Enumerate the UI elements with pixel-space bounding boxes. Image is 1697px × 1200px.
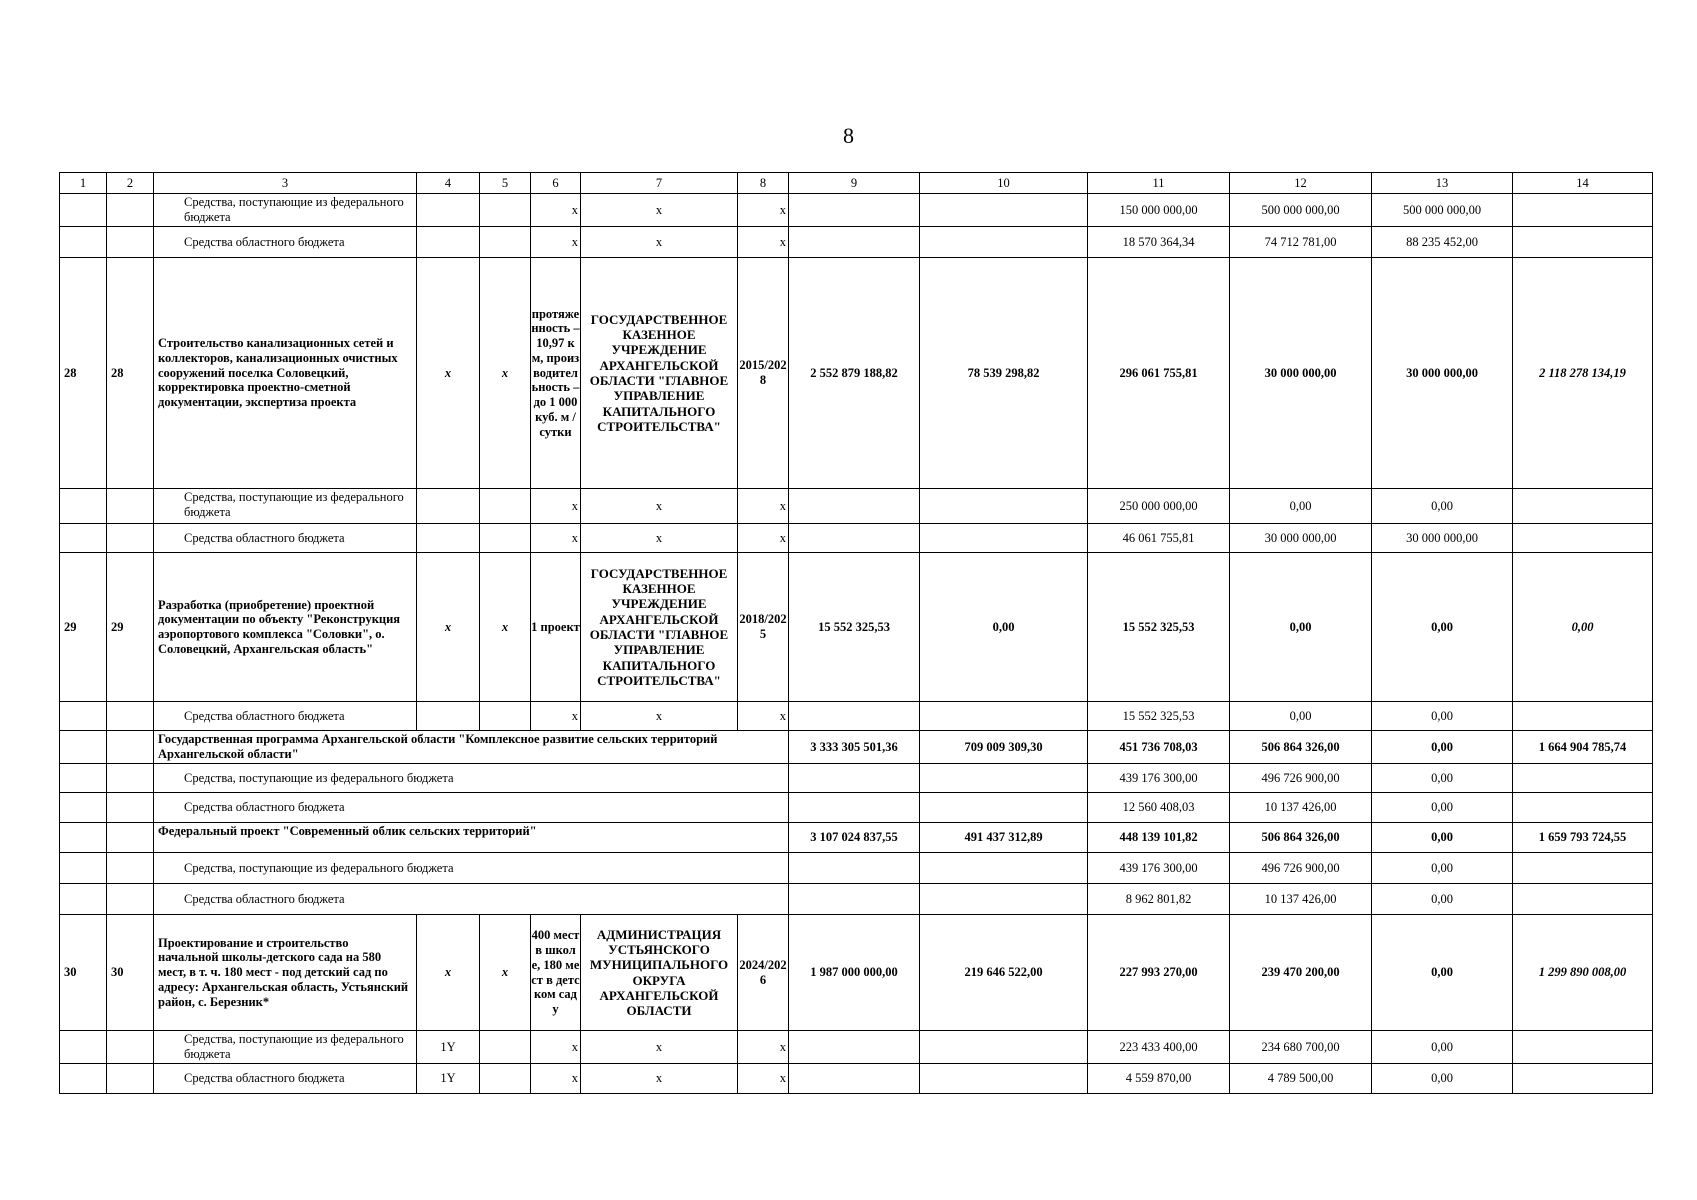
cell: х <box>738 702 789 731</box>
column-header: 6 <box>531 173 581 194</box>
cell <box>480 194 531 227</box>
cell <box>107 884 154 915</box>
cell: 3 333 305 501,36 <box>789 731 920 764</box>
row-number: 29 <box>60 553 107 702</box>
funding-source-label: Средства областного бюджета <box>154 702 417 731</box>
cell: 227 993 270,00 <box>1088 915 1230 1031</box>
table-row <box>60 853 1653 884</box>
program-total-row <box>60 731 1653 764</box>
funding-source-label: Средства областного бюджета <box>154 524 417 553</box>
cell: x <box>480 915 531 1031</box>
column-header: 1 <box>60 173 107 194</box>
cell: 0,00 <box>1372 702 1513 731</box>
cell <box>60 194 107 227</box>
period-cell: 2015/2028 <box>738 258 789 489</box>
cell <box>1513 524 1653 553</box>
cell <box>920 1031 1088 1064</box>
cell: 1 659 793 724,55 <box>1513 823 1653 853</box>
cell: 0,00 <box>1372 853 1513 884</box>
cell <box>789 853 920 884</box>
cell: 10 137 426,00 <box>1230 884 1372 915</box>
period-cell: 2018/2025 <box>738 553 789 702</box>
cell <box>920 793 1088 823</box>
cell <box>60 731 107 764</box>
cell: 0,00 <box>1372 1064 1513 1094</box>
cell: 30 000 000,00 <box>1372 524 1513 553</box>
cell <box>107 194 154 227</box>
cell <box>60 884 107 915</box>
cell: х <box>581 524 738 553</box>
cell: 296 061 755,81 <box>1088 258 1230 489</box>
cell: 239 470 200,00 <box>1230 915 1372 1031</box>
cell: 1Y <box>417 1031 480 1064</box>
cell: 4 789 500,00 <box>1230 1064 1372 1094</box>
cell <box>107 853 154 884</box>
column-header: 8 <box>738 173 789 194</box>
cell: х <box>738 489 789 524</box>
cell <box>1513 793 1653 823</box>
cell: 0,00 <box>920 553 1088 702</box>
cell: 18 570 364,34 <box>1088 227 1230 258</box>
cell <box>920 853 1088 884</box>
cell <box>1513 853 1653 884</box>
table-row <box>60 884 1653 915</box>
cell: 2 118 278 134,19 <box>1513 258 1653 489</box>
cell <box>920 764 1088 793</box>
funding-source-label: Средства областного бюджета <box>154 793 789 823</box>
program-name: Государственная программа Архангельской области "Комплексное развитие сельских территорий Архангельской области" <box>154 731 789 764</box>
cell <box>480 1031 531 1064</box>
cell <box>107 1031 154 1064</box>
cell: 439 176 300,00 <box>1088 853 1230 884</box>
cell: x <box>417 258 480 489</box>
customer-org: АДМИНИСТРАЦИЯ УСТЬЯНСКОГО МУНИЦИПАЛЬНОГО ОКРУГА АРХАНГЕЛЬСКОЙ ОБЛАСТИ <box>581 915 738 1031</box>
funding-source-label: Средства областного бюджета <box>154 1064 417 1094</box>
table-row <box>60 793 1653 823</box>
table-row <box>60 194 1653 227</box>
cell: 0,00 <box>1372 764 1513 793</box>
cell: 12 560 408,03 <box>1088 793 1230 823</box>
cell <box>480 524 531 553</box>
cell <box>60 793 107 823</box>
cell: 500 000 000,00 <box>1230 194 1372 227</box>
cell <box>480 227 531 258</box>
cell: 30 000 000,00 <box>1372 258 1513 489</box>
cell: х <box>531 227 581 258</box>
cell <box>1513 884 1653 915</box>
object-name: Проектирование и строительство начальной школы-детского сада на 580 мест, в т. ч. 180 мест - под детский сад по адресу: Архангельская область, Устьянский район, с. Березник* <box>154 915 417 1031</box>
table-row <box>60 915 1653 1031</box>
cell: х <box>531 194 581 227</box>
federal-project-name: Федеральный проект "Современный облик сельских территорий" <box>154 823 789 853</box>
cell <box>417 702 480 731</box>
cell: 15 552 325,53 <box>1088 553 1230 702</box>
column-header: 13 <box>1372 173 1513 194</box>
cell <box>417 194 480 227</box>
cell: х <box>581 227 738 258</box>
cell: х <box>581 489 738 524</box>
table-row <box>60 1064 1653 1094</box>
cell <box>60 702 107 731</box>
cell <box>60 853 107 884</box>
funding-source-label: Средства областного бюджета <box>154 227 417 258</box>
cell <box>1513 489 1653 524</box>
cell: 0,00 <box>1372 823 1513 853</box>
cell <box>107 1064 154 1094</box>
cell: 1 664 904 785,74 <box>1513 731 1653 764</box>
cell <box>480 1064 531 1094</box>
cell: х <box>531 489 581 524</box>
cell <box>1513 702 1653 731</box>
cell <box>789 227 920 258</box>
cell: 8 962 801,82 <box>1088 884 1230 915</box>
table-row <box>60 702 1653 731</box>
cell: 10 137 426,00 <box>1230 793 1372 823</box>
cell: 451 736 708,03 <box>1088 731 1230 764</box>
cell: х <box>581 1031 738 1064</box>
cell: 15 552 325,53 <box>1088 702 1230 731</box>
funding-source-label: Средства, поступающие из федерального бюджета <box>154 764 789 793</box>
cell <box>60 1064 107 1094</box>
cell: 0,00 <box>1230 553 1372 702</box>
cell: 15 552 325,53 <box>789 553 920 702</box>
cell: 1 987 000 000,00 <box>789 915 920 1031</box>
column-header: 11 <box>1088 173 1230 194</box>
cell: 491 437 312,89 <box>920 823 1088 853</box>
cell: 46 061 755,81 <box>1088 524 1230 553</box>
cell: 448 139 101,82 <box>1088 823 1230 853</box>
column-header: 4 <box>417 173 480 194</box>
column-header: 7 <box>581 173 738 194</box>
column-header: 5 <box>480 173 531 194</box>
funding-source-label: Средства областного бюджета <box>154 884 789 915</box>
cell <box>417 524 480 553</box>
cell <box>920 702 1088 731</box>
table-row <box>60 258 1653 489</box>
cell <box>107 793 154 823</box>
cell: 3 107 024 837,55 <box>789 823 920 853</box>
cell: х <box>581 1064 738 1094</box>
cell: 0,00 <box>1513 553 1653 702</box>
cell <box>1513 194 1653 227</box>
cell: 0,00 <box>1230 489 1372 524</box>
federal-project-row <box>60 823 1653 853</box>
column-number-row <box>60 173 1653 194</box>
cell: 1Y <box>417 1064 480 1094</box>
cell: 30 000 000,00 <box>1230 524 1372 553</box>
cell <box>789 524 920 553</box>
cell <box>920 1064 1088 1094</box>
funding-source-label: Средства, поступающие из федерального бюджета <box>154 489 417 524</box>
table-row <box>60 764 1653 793</box>
cell: 4 559 870,00 <box>1088 1064 1230 1094</box>
cell: 150 000 000,00 <box>1088 194 1230 227</box>
table-row <box>60 524 1653 553</box>
cell: х <box>738 524 789 553</box>
column-header: 10 <box>920 173 1088 194</box>
cell <box>417 227 480 258</box>
cell: х <box>738 194 789 227</box>
cell: 0,00 <box>1230 702 1372 731</box>
row-number: 28 <box>60 258 107 489</box>
cell <box>789 489 920 524</box>
cell: x <box>480 258 531 489</box>
funding-source-label: Средства, поступающие из федерального бюджета <box>154 1031 417 1064</box>
cell: 496 726 900,00 <box>1230 764 1372 793</box>
row-number: 29 <box>107 553 154 702</box>
cell <box>107 764 154 793</box>
cell <box>1513 764 1653 793</box>
column-header: 12 <box>1230 173 1372 194</box>
cell <box>107 227 154 258</box>
cell: 234 680 700,00 <box>1230 1031 1372 1064</box>
row-number: 30 <box>107 915 154 1031</box>
column-header: 14 <box>1513 173 1653 194</box>
period-cell: 2024/2026 <box>738 915 789 1031</box>
cell <box>920 227 1088 258</box>
table-row <box>60 553 1653 702</box>
cell: 78 539 298,82 <box>920 258 1088 489</box>
page-number: 8 <box>843 123 854 148</box>
cell <box>920 194 1088 227</box>
cell: х <box>581 194 738 227</box>
cell: 0,00 <box>1372 731 1513 764</box>
cell: х <box>531 1031 581 1064</box>
column-header: 3 <box>154 173 417 194</box>
cell: x <box>417 553 480 702</box>
cell <box>920 524 1088 553</box>
cell <box>107 731 154 764</box>
cell: 0,00 <box>1372 884 1513 915</box>
cell: 709 009 309,30 <box>920 731 1088 764</box>
cell: 1 299 890 008,00 <box>1513 915 1653 1031</box>
cell <box>60 1031 107 1064</box>
budget-table <box>59 172 1653 1094</box>
cell <box>920 884 1088 915</box>
cell: 223 433 400,00 <box>1088 1031 1230 1064</box>
cell <box>107 489 154 524</box>
cell: 0,00 <box>1372 793 1513 823</box>
table-row <box>60 489 1653 524</box>
cell: 0,00 <box>1372 489 1513 524</box>
capacity-cell: 1 проект <box>531 553 581 702</box>
cell: х <box>738 1064 789 1094</box>
table-row <box>60 1031 1653 1064</box>
cell <box>107 524 154 553</box>
cell: 0,00 <box>1372 1031 1513 1064</box>
cell <box>789 194 920 227</box>
cell: х <box>738 227 789 258</box>
cell: 88 235 452,00 <box>1372 227 1513 258</box>
cell <box>789 1064 920 1094</box>
cell <box>789 793 920 823</box>
object-name: Разработка (приобретение) проектной документации по объекту "Реконструкция аэропортового комплекса "Соловки", о. Соловецкий, Архангельская область" <box>154 553 417 702</box>
cell <box>60 227 107 258</box>
object-name: Строительство канализационных сетей и коллекторов, канализационных очистных сооружений поселка Соловецкий, корректировка проектно-сметной документации, экспертиза проекта <box>154 258 417 489</box>
capacity-cell: 400 мест в школе, 180 мест в детском саду <box>531 915 581 1031</box>
cell: 2 552 879 188,82 <box>789 258 920 489</box>
cell: 506 864 326,00 <box>1230 823 1372 853</box>
cell: 0,00 <box>1372 553 1513 702</box>
table-row <box>60 227 1653 258</box>
cell <box>480 489 531 524</box>
cell <box>60 489 107 524</box>
capacity-cell: протяженность – 10,97 км, производительность – до 1 000 куб. м / сутки <box>531 258 581 489</box>
cell: х <box>581 702 738 731</box>
cell: 439 176 300,00 <box>1088 764 1230 793</box>
cell <box>107 702 154 731</box>
cell: x <box>417 915 480 1031</box>
cell: 250 000 000,00 <box>1088 489 1230 524</box>
customer-org: ГОСУДАРСТВЕННОЕ КАЗЕННОЕ УЧРЕЖДЕНИЕ АРХАНГЕЛЬСКОЙ ОБЛАСТИ "ГЛАВНОЕ УПРАВЛЕНИЕ КАПИТАЛЬНОГО СТРОИТЕЛЬСТВА" <box>581 258 738 489</box>
customer-org: ГОСУДАРСТВЕННОЕ КАЗЕННОЕ УЧРЕЖДЕНИЕ АРХАНГЕЛЬСКОЙ ОБЛАСТИ "ГЛАВНОЕ УПРАВЛЕНИЕ КАПИТАЛЬНОГО СТРОИТЕЛЬСТВА" <box>581 553 738 702</box>
cell <box>60 823 107 853</box>
cell <box>1513 1031 1653 1064</box>
column-header: 9 <box>789 173 920 194</box>
cell <box>789 884 920 915</box>
cell <box>789 1031 920 1064</box>
funding-source-label: Средства, поступающие из федерального бюджета <box>154 194 417 227</box>
cell <box>480 702 531 731</box>
row-number: 28 <box>107 258 154 489</box>
cell <box>1513 1064 1653 1094</box>
cell <box>60 524 107 553</box>
cell: 74 712 781,00 <box>1230 227 1372 258</box>
cell <box>107 823 154 853</box>
cell: х <box>531 702 581 731</box>
cell: 500 000 000,00 <box>1372 194 1513 227</box>
cell: 496 726 900,00 <box>1230 853 1372 884</box>
cell <box>60 764 107 793</box>
cell: х <box>738 1031 789 1064</box>
cell: х <box>531 524 581 553</box>
column-header: 2 <box>107 173 154 194</box>
cell <box>789 702 920 731</box>
cell: 30 000 000,00 <box>1230 258 1372 489</box>
cell <box>789 764 920 793</box>
row-number: 30 <box>60 915 107 1031</box>
cell: 219 646 522,00 <box>920 915 1088 1031</box>
cell: x <box>480 553 531 702</box>
cell <box>1513 227 1653 258</box>
cell <box>417 489 480 524</box>
funding-source-label: Средства, поступающие из федерального бюджета <box>154 853 789 884</box>
cell <box>920 489 1088 524</box>
cell: х <box>531 1064 581 1094</box>
cell: 506 864 326,00 <box>1230 731 1372 764</box>
cell: 0,00 <box>1372 915 1513 1031</box>
